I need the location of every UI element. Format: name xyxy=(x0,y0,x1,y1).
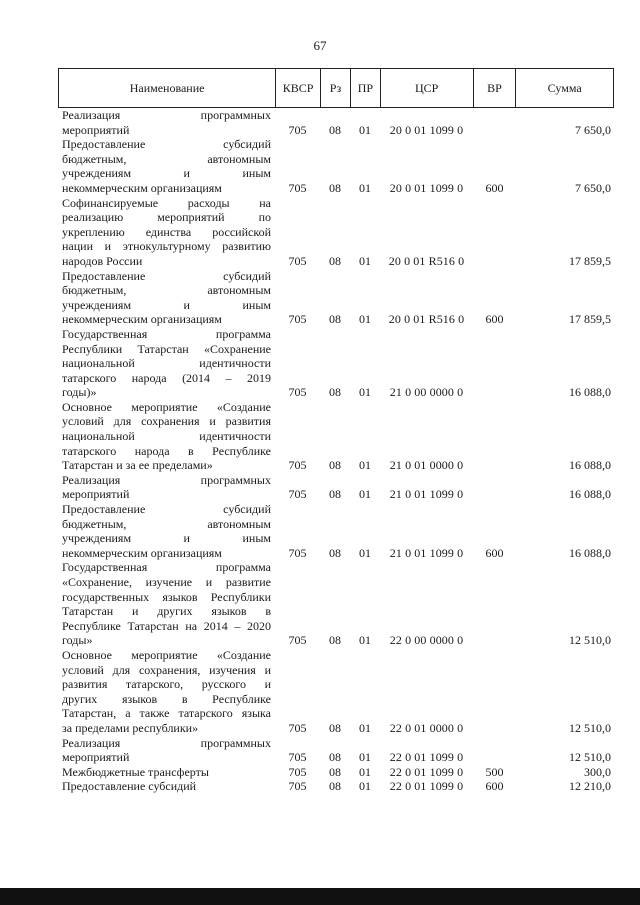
row-name xyxy=(58,736,275,765)
row-pr: 01 xyxy=(359,720,371,735)
row-name-line: государственных языков Республики xyxy=(62,589,271,604)
row-csr: 22 0 01 0000 0 xyxy=(389,720,464,735)
row-sum: 16 088,0 xyxy=(569,487,611,502)
table-row xyxy=(58,648,614,736)
row-sum: 12 510,0 xyxy=(569,750,611,765)
table-row xyxy=(58,736,614,765)
row-name-line: татарского народа (2014 – 2019 xyxy=(62,370,271,385)
row-rz: 08 xyxy=(329,487,341,502)
row-name-line: укреплению единства российской xyxy=(62,224,271,239)
row-name-line: бюджетным, автономным xyxy=(62,151,271,166)
row-sum: 16 088,0 xyxy=(569,385,611,400)
page-number: 67 xyxy=(313,38,327,53)
row-name-line: «Сохранение, изучение и развитие xyxy=(62,575,271,589)
row-sum: 12 510,0 xyxy=(569,633,611,648)
row-pr: 01 xyxy=(359,633,371,648)
row-vr: 600 xyxy=(485,779,504,794)
row-pr: 01 xyxy=(359,312,371,327)
row-name-line: учреждениям и иным xyxy=(62,531,271,546)
row-kvsr: 705 xyxy=(288,122,307,137)
row-name xyxy=(58,108,275,137)
row-name xyxy=(58,473,275,502)
row-csr: 22 0 01 1099 0 xyxy=(389,750,464,765)
row-pr: 01 xyxy=(359,180,371,195)
row-name-line: бюджетным, автономным xyxy=(62,283,271,298)
row-pr: 01 xyxy=(359,385,371,400)
row-rz: 08 xyxy=(329,122,341,137)
table-header xyxy=(58,68,614,108)
header-pr: ПР xyxy=(350,69,380,107)
row-name-line: Межбюджетные трансферты xyxy=(62,764,209,779)
row-name-line: Республике Татарстан на 2014 – 2020 xyxy=(62,618,271,633)
row-vr: 600 xyxy=(485,312,504,327)
row-name-line: Реализация программных xyxy=(62,108,271,122)
row-sum: 7 650,0 xyxy=(575,122,611,137)
row-name xyxy=(58,400,275,473)
row-sum: 17 859,5 xyxy=(569,312,611,327)
row-name xyxy=(58,502,275,560)
row-name-line: Основное мероприятие «Создание xyxy=(62,399,271,414)
row-kvsr: 705 xyxy=(288,458,307,473)
row-name-line: Государственная программа xyxy=(62,326,271,341)
row-vr xyxy=(473,400,516,473)
row-name-line: годы)» xyxy=(62,385,97,400)
row-kvsr: 705 xyxy=(288,750,307,765)
row-rz: 08 xyxy=(329,312,341,327)
row-name-line: реализацию мероприятий по xyxy=(62,210,271,225)
row-rz: 08 xyxy=(329,180,341,195)
header-rz: Рз xyxy=(320,69,350,107)
row-pr: 01 xyxy=(359,779,371,794)
row-sum: 300,0 xyxy=(584,764,611,779)
row-vr: 500 xyxy=(485,764,504,779)
row-name-line: Реализация программных xyxy=(62,735,271,750)
row-name-line: мероприятий xyxy=(62,750,130,765)
table-row xyxy=(58,400,614,473)
row-name-line: других языков в Республике xyxy=(62,691,271,706)
row-kvsr: 705 xyxy=(288,312,307,327)
row-name-line: бюджетным, автономным xyxy=(62,516,271,531)
row-sum: 12 210,0 xyxy=(569,779,611,794)
row-name-line: Предоставление субсидий xyxy=(62,268,271,283)
row-name xyxy=(58,765,275,780)
row-vr: 600 xyxy=(485,545,504,560)
row-name-line: развития татарского, русского и xyxy=(62,677,271,692)
row-vr xyxy=(473,736,516,765)
row-csr: 22 0 00 0000 0 xyxy=(389,633,464,648)
row-pr: 01 xyxy=(359,487,371,502)
row-name-line: годы» xyxy=(62,633,93,648)
row-rz: 08 xyxy=(329,458,341,473)
row-kvsr: 705 xyxy=(288,779,307,794)
row-pr: 01 xyxy=(359,458,371,473)
row-csr: 22 0 01 1099 0 xyxy=(389,779,464,794)
row-csr: 21 0 00 0000 0 xyxy=(389,385,464,400)
row-pr: 01 xyxy=(359,122,371,137)
row-name-line: Основное мероприятие «Создание xyxy=(62,647,271,662)
row-pr: 01 xyxy=(359,750,371,765)
row-rz: 08 xyxy=(329,253,341,268)
row-name xyxy=(58,560,275,648)
row-vr: 600 xyxy=(485,180,504,195)
budget-table xyxy=(58,68,614,794)
row-rz: 08 xyxy=(329,764,341,779)
header-kvsr: КВСР xyxy=(275,69,320,107)
row-sum: 16 088,0 xyxy=(569,458,611,473)
row-sum: 16 088,0 xyxy=(569,545,611,560)
row-vr xyxy=(473,108,516,137)
row-vr xyxy=(473,327,516,400)
row-kvsr: 705 xyxy=(288,545,307,560)
row-name-line: татарского народа в Республике xyxy=(62,443,271,458)
table-row xyxy=(58,765,614,780)
row-kvsr: 705 xyxy=(288,720,307,735)
row-name-line: национальной идентичности xyxy=(62,429,271,444)
row-vr xyxy=(473,648,516,736)
row-name xyxy=(58,648,275,736)
row-name xyxy=(58,327,275,400)
row-vr xyxy=(473,196,516,269)
row-csr: 20 0 01 R516 0 xyxy=(388,312,465,327)
row-csr: 22 0 01 1099 0 xyxy=(389,764,464,779)
row-csr: 21 0 01 0000 0 xyxy=(389,458,464,473)
row-vr xyxy=(473,473,516,502)
row-csr: 21 0 01 1099 0 xyxy=(389,545,464,560)
row-name-line: мероприятий xyxy=(62,122,130,137)
row-name-line: некоммерческим организациям xyxy=(62,180,222,195)
row-name-line: некоммерческим организациям xyxy=(62,312,222,327)
row-name-line: Государственная программа xyxy=(62,560,271,575)
row-name-line: мероприятий xyxy=(62,487,130,502)
row-name xyxy=(58,137,275,195)
row-name xyxy=(58,269,275,327)
table-row xyxy=(58,502,614,560)
table-row xyxy=(58,137,614,195)
row-kvsr: 705 xyxy=(288,385,307,400)
row-csr: 20 0 01 1099 0 xyxy=(389,180,464,195)
row-name-line: Татарстан и других языков в xyxy=(62,604,271,619)
row-name-line: Предоставление субсидий xyxy=(62,502,271,517)
row-name xyxy=(58,779,275,794)
header-csr: ЦСР xyxy=(380,69,473,107)
row-csr: 21 0 01 1099 0 xyxy=(389,487,464,502)
row-sum: 7 650,0 xyxy=(575,180,611,195)
row-kvsr: 705 xyxy=(288,180,307,195)
row-name-line: Софинансируемые расходы на xyxy=(62,195,271,210)
row-sum: 12 510,0 xyxy=(569,720,611,735)
table-row xyxy=(58,473,614,502)
row-name-line: Предоставление субсидий xyxy=(62,137,271,152)
row-name-line: условий для сохранения, изучения и xyxy=(62,662,271,677)
row-rz: 08 xyxy=(329,779,341,794)
row-pr: 01 xyxy=(359,545,371,560)
row-rz: 08 xyxy=(329,720,341,735)
row-name-line: Предоставление субсидий xyxy=(62,779,197,794)
header-sum: Сумма xyxy=(515,69,613,107)
row-name-line: Татарстан и за ее пределами» xyxy=(62,458,213,473)
row-name-line: учреждениям и иным xyxy=(62,166,271,181)
row-rz: 08 xyxy=(329,633,341,648)
table-row xyxy=(58,327,614,400)
row-kvsr: 705 xyxy=(288,253,307,268)
table-row xyxy=(58,269,614,327)
row-name-line: Реализация программных xyxy=(62,472,271,487)
scan-edge-bar xyxy=(0,888,640,905)
table-row xyxy=(58,108,614,137)
row-name-line: условий для сохранения и развития xyxy=(62,414,271,429)
header-vr: ВР xyxy=(473,69,516,107)
row-name-line: народов России xyxy=(62,253,143,268)
row-vr xyxy=(473,560,516,648)
row-kvsr: 705 xyxy=(288,764,307,779)
row-csr: 20 0 01 R516 0 xyxy=(388,253,465,268)
row-name xyxy=(58,196,275,269)
row-name-line: нации и этнокультурному развитию xyxy=(62,239,271,254)
row-csr: 20 0 01 1099 0 xyxy=(389,122,464,137)
table-row xyxy=(58,779,614,794)
row-kvsr: 705 xyxy=(288,633,307,648)
row-rz: 08 xyxy=(329,385,341,400)
row-name-line: некоммерческим организациям xyxy=(62,545,222,560)
row-sum: 17 859,5 xyxy=(569,253,611,268)
table-body xyxy=(58,108,614,794)
row-kvsr: 705 xyxy=(288,487,307,502)
table-row xyxy=(58,196,614,269)
row-pr: 01 xyxy=(359,764,371,779)
row-rz: 08 xyxy=(329,545,341,560)
row-rz: 08 xyxy=(329,750,341,765)
row-name-line: за пределами республики» xyxy=(62,720,199,735)
row-name-line: Татарстан, а также татарского языка xyxy=(62,706,271,721)
row-name-line: Республики Татарстан «Сохранение xyxy=(62,341,271,356)
table-row xyxy=(58,560,614,648)
row-pr: 01 xyxy=(359,253,371,268)
row-name-line: учреждениям и иным xyxy=(62,297,271,312)
row-name-line: национальной идентичности xyxy=(62,356,271,371)
header-name: Наименование xyxy=(129,80,205,95)
